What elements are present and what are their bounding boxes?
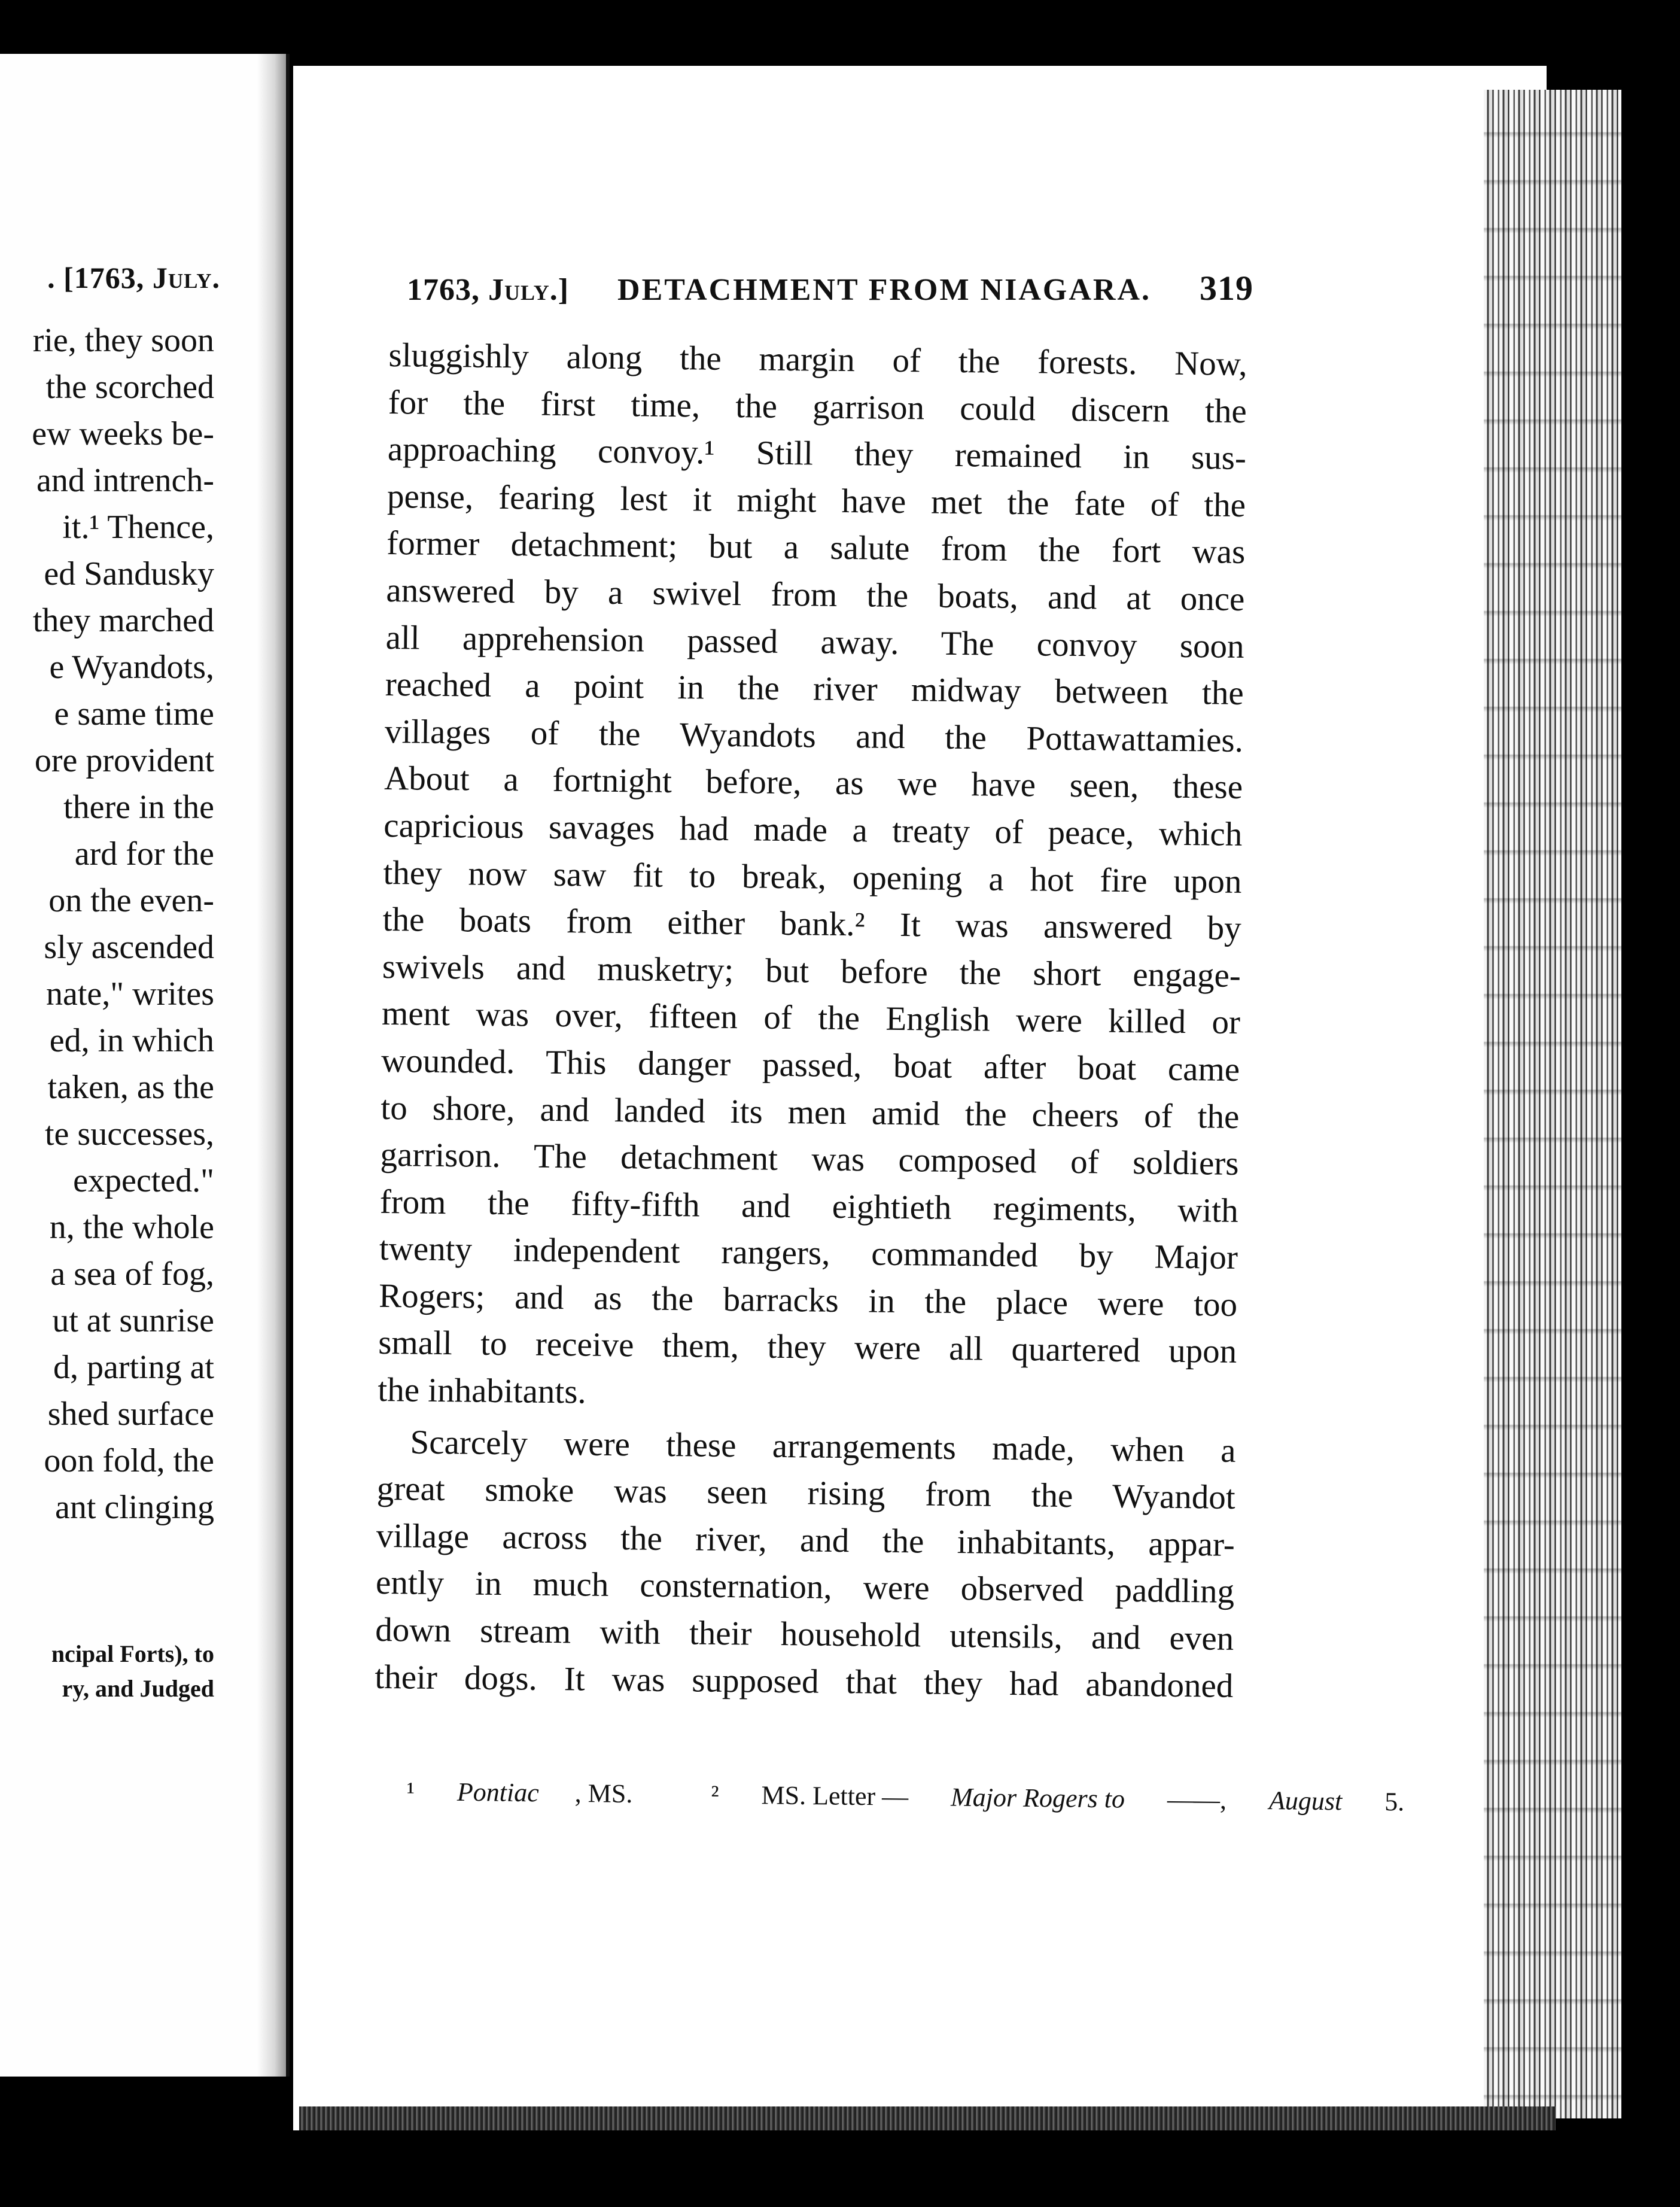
- left-page-line: and intrench-: [36, 462, 214, 499]
- text-line: wounded. This danger passed, boat after boat came: [381, 1041, 1240, 1089]
- text-line: all apprehension passed away. The convoy soon: [385, 618, 1244, 665]
- text-line: from the fifty-fifth and eightieth regiments, with: [379, 1182, 1239, 1230]
- text-line: answered by a swivel from the boats, and at once: [386, 571, 1245, 618]
- text-line: ment was over, fifteen of the English were killed or: [381, 995, 1241, 1042]
- text-line: former detachment; but a salute from the fort was: [386, 524, 1246, 571]
- right-page: [293, 66, 1547, 2130]
- text-line: capricious savages had made a treaty of peace, which: [384, 806, 1243, 853]
- footnote-1-suffix: , MS.: [574, 1778, 633, 1808]
- left-running-head-prefix: . [1763,: [47, 261, 153, 294]
- text-line: Rogers; and as the barracks in the place were too: [378, 1276, 1238, 1324]
- running-head-title: DETACHMENT FROM NIAGARA.: [617, 273, 1151, 307]
- left-page-line: e same time: [54, 695, 214, 732]
- footnote-2-source: Major Rogers to: [950, 1782, 1125, 1814]
- left-page-line: sly ascended: [44, 929, 214, 966]
- text-line: pense, fearing lest it might have met the fate of the: [386, 477, 1246, 524]
- left-page-line: ew weeks be-: [32, 415, 214, 452]
- text-line: the boats from either bank.² It was answered by: [382, 901, 1241, 948]
- text-line: down stream with their household utensils, and even: [375, 1610, 1234, 1658]
- footnote-2: [711, 1780, 1440, 1817]
- left-page-line: ore provident: [34, 742, 214, 779]
- running-head-date: [407, 272, 569, 308]
- footnote-2-suffix: 5.: [1378, 1787, 1405, 1817]
- text-line: approaching convoy.¹ Still they remained in sus-: [387, 430, 1247, 478]
- text-line: reached a point in the river midway between the: [385, 665, 1244, 713]
- left-running-head: [47, 260, 220, 295]
- left-page-line: taken, as the: [47, 1069, 214, 1106]
- text-line: they now saw fit to break, opening a hot fire upon: [383, 853, 1242, 901]
- footnote-2-date: August: [1268, 1786, 1343, 1816]
- left-page-line: there in the: [63, 789, 214, 826]
- left-page-line: ut at sunrise: [52, 1302, 214, 1339]
- left-page-line: ard for the: [74, 835, 214, 873]
- left-page-line: they marched: [32, 602, 214, 639]
- page-number: 319: [1200, 269, 1253, 308]
- text-line: twenty independent rangers, commanded by Major: [379, 1230, 1238, 1277]
- text-line: the inhabitants.: [378, 1370, 587, 1411]
- text-line: sluggishly along the margin of the forests. Now,: [388, 336, 1247, 384]
- left-page-line: it.¹ Thence,: [62, 509, 214, 546]
- footnote-1: [406, 1777, 668, 1809]
- left-page-gutter: [257, 54, 286, 2077]
- running-head-year: 1763,: [407, 273, 488, 307]
- left-page-footnote-line: ncipal Forts), to: [51, 1640, 214, 1667]
- text-line: their dogs. It was supposed that they had abandoned: [375, 1658, 1234, 1705]
- text-line: ently in much consternation, were observed paddling: [375, 1564, 1235, 1611]
- running-head-month: July.]: [488, 273, 570, 307]
- left-page-line: d, parting at: [53, 1349, 214, 1386]
- left-page-line: on the even-: [48, 882, 214, 919]
- left-page-footnote-line: ry, and Judged: [62, 1675, 214, 1702]
- left-page-line: n, the whole: [49, 1209, 214, 1246]
- text-line: village across the river, and the inhabitants, appar-: [376, 1516, 1235, 1564]
- left-page-line: ed Sandusky: [44, 555, 214, 592]
- left-page-line: oon fold, the: [44, 1442, 214, 1479]
- body-text: [375, 332, 1247, 1710]
- left-page-line: nate," writes: [46, 975, 214, 1013]
- running-head: [407, 268, 1253, 308]
- left-page-line: e Wyandots,: [49, 649, 214, 686]
- left-page-line: ed, in which: [49, 1022, 214, 1059]
- left-page-line: a sea of fog,: [50, 1256, 214, 1293]
- footnote-2-prefix: MS. Letter —: [761, 1780, 909, 1811]
- text-line: About a fortnight before, as we have seen, these: [384, 759, 1243, 807]
- text-line: great smoke was seen rising from the Wyandot: [376, 1470, 1236, 1517]
- left-page-line: rie, they soon: [32, 322, 214, 359]
- paragraph-2: [375, 1419, 1236, 1710]
- left-page-text: [32, 317, 214, 1531]
- paragraph-1: [378, 332, 1247, 1423]
- text-line: to shore, and landed its men amid the cheers of the: [381, 1089, 1240, 1136]
- left-page-line: te successes,: [44, 1115, 214, 1153]
- text-line: Scarcely were these arrangements made, when a: [410, 1423, 1236, 1470]
- left-page-line: expected.": [73, 1162, 214, 1199]
- left-page-line: the scorched: [45, 369, 214, 406]
- book-bottom-edge: [299, 2106, 1556, 2130]
- book-page-edges-shading: [1484, 90, 1621, 2118]
- text-line: garrison. The detachment was composed of soldiers: [380, 1136, 1239, 1183]
- left-page-line: shed surface: [47, 1396, 214, 1433]
- footnote-1-source: Pontiac: [456, 1777, 540, 1808]
- text-line: swivels and musketry; but before the short engage-: [382, 947, 1241, 995]
- footnote-1-marker: ¹: [406, 1777, 415, 1807]
- text-line: small to receive them, they were all quartered upon: [378, 1324, 1237, 1371]
- footnote-2-marker: ²: [711, 1780, 719, 1810]
- footnote-2-blank: ——,: [1160, 1785, 1234, 1815]
- text-line: for the first time, the garrison could discern the: [388, 383, 1247, 430]
- text-line: villages of the Wyandots and the Pottawattamies.: [384, 712, 1244, 759]
- left-page-line: ant clinging: [55, 1489, 214, 1526]
- left-page-footnotes: [51, 1637, 214, 1706]
- footnotes: [406, 1776, 1405, 1817]
- left-page: [0, 54, 290, 2077]
- left-running-head-month: July.: [152, 261, 220, 294]
